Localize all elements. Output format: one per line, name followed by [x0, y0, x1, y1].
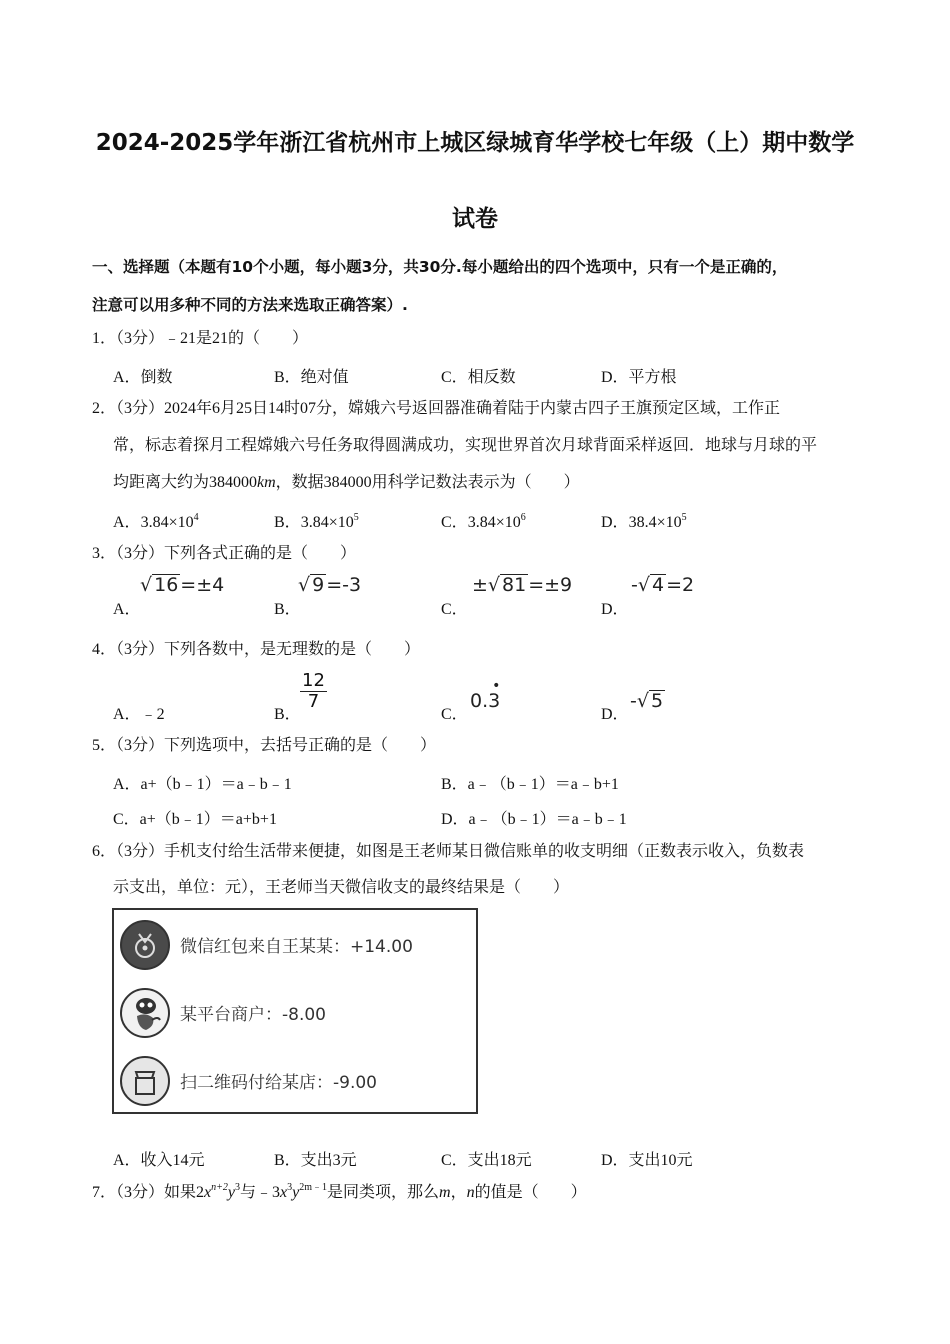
bill-row-shop [114, 1048, 476, 1114]
question-stem: ﹣21是21的（ ） [164, 330, 309, 347]
q4-option-c-repeating-decimal[interactable]: 0. • 3 [470, 678, 501, 712]
question-number: 1． [92, 330, 117, 347]
q4-option-b-label[interactable]: B． [274, 706, 301, 723]
question-6-line2: 示支出，单位：元），王老师当天微信收支的最终结果是（ ） [113, 879, 570, 896]
q2-option-a[interactable]: A．$3.84\times 10^4$ [113, 512, 199, 531]
q5-option-b[interactable]: B．a﹣（b﹣1）＝a﹣b+1 [441, 776, 619, 793]
q3-option-c-expr[interactable]: ±√ 81 =±9 [472, 574, 573, 596]
question-number: 2． [92, 400, 117, 417]
question-2-line1 [92, 399, 780, 419]
question-score: （3分） [116, 843, 165, 860]
question-score: （3分） [116, 400, 165, 417]
question-score: （3分） [116, 1184, 165, 1201]
question-number: 3． [92, 545, 117, 562]
bill-row-red-packet [114, 912, 476, 978]
question-score: （3分） [116, 737, 165, 754]
exam-title-line2: 试卷 [452, 206, 498, 232]
q5-option-d[interactable]: D．a﹣（b﹣1）＝a﹣b﹣1 [441, 811, 627, 828]
q3-option-c-label[interactable]: C． [441, 601, 468, 618]
q3-option-b-label[interactable]: B． [274, 601, 301, 618]
question-1 [92, 329, 308, 349]
question-number: 4． [92, 641, 117, 658]
q6-option-d[interactable]: D．支出10元 [601, 1152, 693, 1169]
bill-row-text: 某平台商户：-8.00 [180, 1005, 326, 1025]
exam-title-line1: 2024-2025学年浙江省杭州市上城区绿城育华学校七年级（上）期中数学 [95, 130, 855, 156]
q3-option-a-expr[interactable]: √ 16 =±4 [140, 574, 225, 596]
q4-option-b-fraction[interactable]: $\frac{12}{7}$ [302, 670, 325, 712]
question-6-line1 [92, 842, 804, 862]
q2-option-c[interactable]: C．$3.84\times 10^6$ [441, 512, 526, 531]
question-stem: 下列选项中，去括号正确的是（ ） [164, 737, 437, 754]
q6-option-c[interactable]: C．支出18元 [441, 1152, 532, 1169]
q5-option-a[interactable]: A．a+（b﹣1）＝a﹣b﹣1 [113, 776, 292, 793]
question-score: （3分） [116, 545, 165, 562]
question-2-line2: 常，标志着探月工程嫦娥六号任务取得圆满成功，实现世界首次月球背面采样返回．地球与月球的平 [113, 437, 818, 454]
q4-option-d-label[interactable]: D． [601, 706, 629, 723]
q4-option-c-label[interactable]: C． [441, 706, 468, 723]
question-score: （3分） [116, 641, 165, 658]
q4-option-a[interactable]: A．﹣2 [113, 706, 165, 723]
q1-option-c[interactable]: C．相反数 [441, 369, 516, 386]
q3-option-b-expr[interactable]: √ 9 =-3 [298, 574, 362, 596]
question-5 [92, 736, 436, 756]
wechat-bill-figure [112, 908, 478, 1114]
q6-option-b[interactable]: B．支出3元 [274, 1152, 357, 1169]
q3-option-d-expr[interactable]: -√ 4 =2 [631, 574, 695, 596]
q3-option-a-label[interactable]: A． [113, 601, 141, 618]
section-heading-line1: 一、选择题（本题有10个小题，每小题3分，共30分.每小题给出的四个选项中，只有一个是正确的， [92, 258, 788, 276]
question-stem: 手机支付给生活带来便捷，如图是王老师某日微信账单的收支明细（正数表示收入，负数表 [164, 843, 805, 860]
question-3 [92, 544, 356, 564]
q1-option-d[interactable]: D．平方根 [601, 369, 677, 386]
shop-qr-icon [120, 1056, 170, 1106]
section-heading-line2: 注意可以用多种不同的方法来选取正确答案）. [92, 296, 408, 314]
unit-km: km [257, 474, 276, 491]
red-packet-icon [120, 920, 170, 970]
question-number: 5． [92, 737, 117, 754]
q3-option-d-label[interactable]: D． [601, 601, 629, 618]
question-stem: 下列各式正确的是（ ） [164, 545, 357, 562]
question-stem: 下列各数中，是无理数的是（ ） [164, 641, 421, 658]
q6-option-a[interactable]: A．收入14元 [113, 1152, 205, 1169]
question-7: 7．（3分）如果$2x^{n+2}y^3$与$﹣3x^3y^{2m﹣1}$是同类项，那么m，n的值是（ ） [92, 1182, 587, 1201]
question-stem: 2024年6月25日14时07分，嫦娥六号返回器准确着陆于内蒙古四子王旗预定区域，工作正 [164, 400, 781, 417]
bill-row-merchant [114, 980, 476, 1046]
q2-option-d[interactable]: D．$38.4\times 10^5$ [601, 512, 687, 531]
q1-option-b[interactable]: B．绝对值 [274, 369, 349, 386]
bill-row-text: 微信红包来自王某某：+14.00 [180, 937, 413, 957]
question-number: 7． [92, 1184, 117, 1201]
q5-option-c[interactable]: C．a+（b﹣1）＝a+b+1 [113, 811, 277, 828]
q1-option-a[interactable]: A．倒数 [113, 369, 173, 386]
question-score: （3分） [116, 330, 165, 347]
q4-option-d-expr[interactable]: -√ 5 [630, 690, 664, 712]
question-number: 6． [92, 843, 117, 860]
question-2-line3: 均距离大约为384000km，数据384000用科学记数法表示为（ ） [113, 474, 580, 491]
q2-option-b[interactable]: B．$3.84\times 10^5$ [274, 512, 359, 531]
question-4 [92, 640, 420, 660]
merchant-mascot-icon [120, 988, 170, 1038]
bill-row-text: 扫二维码付给某店：-9.00 [180, 1073, 377, 1093]
